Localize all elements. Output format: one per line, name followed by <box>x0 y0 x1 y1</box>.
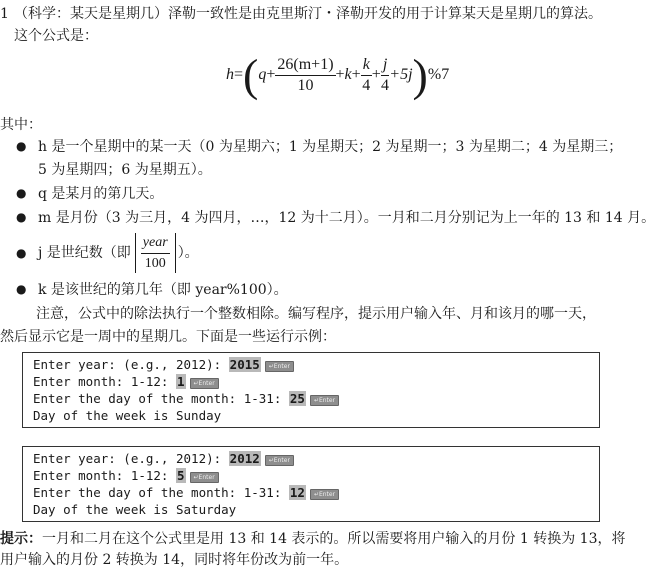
enter-key-icon: ↵Enter <box>265 455 294 466</box>
bullet-m: m 是月份（3 为三月，4 为四月，…，12 为十二月）。一月和二月分别记为上一年的 13 和 14 月。 <box>38 210 656 226</box>
bullet-dot: ● <box>16 210 27 224</box>
enter-key-icon: ↵Enter <box>190 378 219 389</box>
bullet-j-prefix: j 是世纪数（即 <box>38 245 131 261</box>
intro-line-1: （科学：某天是星期几）泽勒一致性是由克里斯汀・泽勒开发的用于计算某天是星期几的算法。 <box>14 6 602 22</box>
enter-key-icon: ↵Enter <box>190 472 219 483</box>
formula-h: h <box>226 66 234 83</box>
fraction-k-4 <box>361 55 372 96</box>
fraction-year-numerator: year <box>141 233 170 254</box>
fraction-26m-numerator: 26(m+1) <box>275 55 335 76</box>
formula-tail: +5j <box>389 66 413 83</box>
month-prompt-line <box>33 373 339 390</box>
month-input-value: 5 <box>177 468 185 483</box>
month-prompt: Enter month: 1-12: <box>33 468 176 483</box>
fraction-k-denominator: 4 <box>362 76 371 94</box>
hint-line-2: 用户输入的月份 2 转换为 14，同时将年份改为前一年。 <box>0 552 349 568</box>
enter-key-icon: ↵Enter <box>265 361 294 372</box>
bullet-j <box>38 231 199 275</box>
floor-left-bar <box>135 233 136 273</box>
year-prompt: Enter year: (e.g., 2012): <box>33 357 229 372</box>
day-prompt: Enter the day of the month: 1-31: <box>33 391 289 406</box>
day-prompt-line <box>33 390 339 407</box>
formula-plus: + <box>335 66 345 83</box>
result-line: Day of the week is Sunday <box>33 408 222 423</box>
bullet-dot: ● <box>16 139 27 153</box>
sample-run-2 <box>22 446 600 522</box>
bullet-dot: ● <box>16 282 27 296</box>
formula-plus: + <box>266 66 276 83</box>
bullet-q: q 是某月的第几天。 <box>38 186 164 202</box>
formula-plus: + <box>351 66 361 83</box>
fraction-26m <box>275 55 335 96</box>
fraction-year-denominator: 100 <box>144 255 166 271</box>
bullet-j-suffix: ）。 <box>177 245 199 261</box>
year-prompt-line <box>33 450 339 467</box>
fraction-j-4 <box>381 55 389 96</box>
fraction-26m-denominator: 10 <box>297 76 314 94</box>
sample-run-lines <box>33 356 339 424</box>
bullet-dot: ● <box>16 246 27 260</box>
enter-key-icon: ↵Enter <box>310 395 339 406</box>
note-line-2: 然后显示它是一周中的星期几。下面是一些运行示例： <box>0 329 336 345</box>
sample-run-lines <box>33 450 339 518</box>
formula-q: q <box>258 66 267 83</box>
sample-run-1 <box>22 352 600 428</box>
formula-equals: = <box>234 66 244 83</box>
bullet-h-line-1: h 是一个星期中的某一天（0 为星期六；1 为星期天；2 为星期一；3 为星期二；4 为星期三； <box>38 139 623 155</box>
bullet-k: k 是该世纪的第几年（即 year%100）。 <box>38 282 288 298</box>
where-label: 其中： <box>0 117 42 133</box>
fraction-k-numerator: k <box>361 55 372 76</box>
formula-plus: + <box>371 66 381 83</box>
hint-label: 提示： <box>0 531 42 547</box>
year-input-value: 2015 <box>229 357 260 372</box>
floor-right-bar <box>175 233 176 273</box>
formula-k: k <box>344 66 352 83</box>
day-input-value: 25 <box>289 391 305 406</box>
intro-line-2: 这个公式是： <box>14 28 98 44</box>
note-line-1: 注意，公式中的除法执行一个整数相除。编写程序，提示用户输入年、月和该月的哪一天， <box>36 306 596 322</box>
day-input-value: 12 <box>289 485 305 500</box>
month-prompt-line <box>33 467 339 484</box>
year-input-value: 2012 <box>229 451 260 466</box>
bullet-dot: ● <box>16 186 27 200</box>
result-line: Day of the week is Saturday <box>33 502 237 517</box>
enter-key-icon: ↵Enter <box>310 489 339 500</box>
formula-mod: %7 <box>427 66 450 83</box>
zeller-formula <box>226 50 449 100</box>
year-prompt: Enter year: (e.g., 2012): <box>33 451 229 466</box>
hint-line-1 <box>0 529 626 549</box>
right-paren: ) <box>412 49 428 101</box>
fraction-j-denominator: 4 <box>381 76 390 94</box>
bullet-h-line-2: 5 为星期四；6 为星期五）。 <box>38 162 212 178</box>
problem-number: 1 <box>0 6 9 22</box>
left-paren: ( <box>243 49 259 101</box>
fraction-year-100 <box>141 233 170 274</box>
month-input-value: 1 <box>177 374 185 389</box>
fraction-j-numerator: j <box>381 55 389 76</box>
hint-text-1: 一月和二月在这个公式里是用 13 和 14 表示的。所以需要将用户输入的月份 1 转换为 13，将 <box>42 531 626 547</box>
day-prompt: Enter the day of the month: 1-31: <box>33 485 289 500</box>
month-prompt: Enter month: 1-12: <box>33 374 176 389</box>
year-prompt-line <box>33 356 339 373</box>
day-prompt-line <box>33 484 339 501</box>
